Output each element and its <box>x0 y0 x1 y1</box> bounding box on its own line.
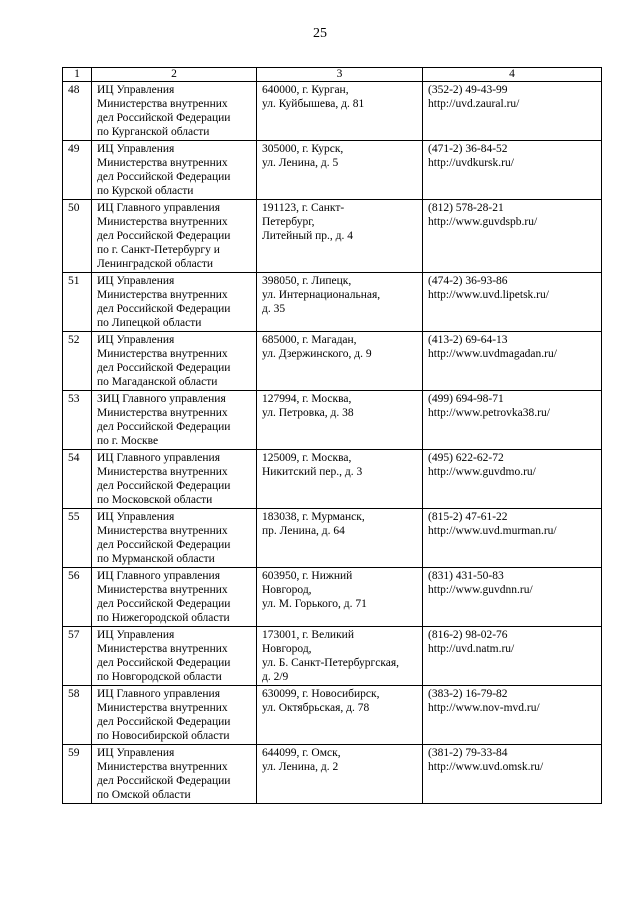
address: 173001, г. Великий Новгород, ул. Б. Санкт-Петербургская, д. 2/9 <box>257 627 423 686</box>
table-row <box>63 273 602 332</box>
address: 685000, г. Магадан, ул. Дзержинского, д. 9 <box>257 332 423 391</box>
contact-info: (815-2) 47-61-22 http://www.uvd.murman.ru/ <box>423 509 602 568</box>
row-number: 52 <box>63 332 92 391</box>
table-row <box>63 391 602 450</box>
organization-name: ИЦ Управления Министерства внутренних дел Российской Федерации по Курской области <box>92 141 257 200</box>
page-number: 25 <box>313 26 327 41</box>
contact-info: (816-2) 98-02-76 http://uvd.natm.ru/ <box>423 627 602 686</box>
table-row <box>63 200 602 273</box>
table-row <box>63 509 602 568</box>
contact-info: (352-2) 49-43-99 http://uvd.zaural.ru/ <box>423 82 602 141</box>
organization-name: ИЦ Главного управления Министерства внутренних дел Российской Федерации по Московской области <box>92 450 257 509</box>
row-number: 51 <box>63 273 92 332</box>
address: 191123, г. Санкт- Петербург, Литейный пр., д. 4 <box>257 200 423 273</box>
contact-info: (381-2) 79-33-84 http://www.uvd.omsk.ru/ <box>423 745 602 804</box>
address: 305000, г. Курск, ул. Ленина, д. 5 <box>257 141 423 200</box>
organization-name: ИЦ Управления Министерства внутренних дел Российской Федерации по Мурманской области <box>92 509 257 568</box>
header-row <box>63 68 602 82</box>
organization-name: ЗИЦ Главного управления Министерства внутренних дел Российской Федерации по г. Москве <box>92 391 257 450</box>
contact-info: (474-2) 36-93-86 http://www.uvd.lipetsk.ru/ <box>423 273 602 332</box>
address: 603950, г. Нижний Новгород, ул. М. Горького, д. 71 <box>257 568 423 627</box>
column-header: 3 <box>257 68 423 82</box>
contact-info: (812) 578-28-21 http://www.guvdspb.ru/ <box>423 200 602 273</box>
table-row <box>63 82 602 141</box>
table-row <box>63 450 602 509</box>
organization-name: ИЦ Главного управления Министерства внутренних дел Российской Федерации по Нижегородской области <box>92 568 257 627</box>
registry-table <box>62 67 602 804</box>
column-header: 1 <box>63 68 92 82</box>
column-header: 2 <box>92 68 257 82</box>
table-row <box>63 627 602 686</box>
address: 630099, г. Новосибирск, ул. Октябрьская, д. 78 <box>257 686 423 745</box>
address: 127994, г. Москва, ул. Петровка, д. 38 <box>257 391 423 450</box>
row-number: 54 <box>63 450 92 509</box>
table-row <box>63 568 602 627</box>
row-number: 55 <box>63 509 92 568</box>
organization-name: ИЦ Управления Министерства внутренних дел Российской Федерации по Магаданской области <box>92 332 257 391</box>
address: 125009, г. Москва, Никитский пер., д. 3 <box>257 450 423 509</box>
row-number: 48 <box>63 82 92 141</box>
address: 398050, г. Липецк, ул. Интернациональная, д. 35 <box>257 273 423 332</box>
row-number: 58 <box>63 686 92 745</box>
contact-info: (413-2) 69-64-13 http://www.uvdmagadan.ru/ <box>423 332 602 391</box>
organization-name: ИЦ Главного управления Министерства внутренних дел Российской Федерации по Новосибирской области <box>92 686 257 745</box>
address: 183038, г. Мурманск, пр. Ленина, д. 64 <box>257 509 423 568</box>
table-row <box>63 141 602 200</box>
organization-name: ИЦ Управления Министерства внутренних дел Российской Федерации по Липецкой области <box>92 273 257 332</box>
address: 640000, г. Курган, ул. Куйбышева, д. 81 <box>257 82 423 141</box>
row-number: 57 <box>63 627 92 686</box>
table-row <box>63 745 602 804</box>
row-number: 56 <box>63 568 92 627</box>
row-number: 50 <box>63 200 92 273</box>
row-number: 49 <box>63 141 92 200</box>
contact-info: (831) 431-50-83 http://www.guvdnn.ru/ <box>423 568 602 627</box>
contact-info: (499) 694-98-71 http://www.petrovka38.ru/ <box>423 391 602 450</box>
organization-name: ИЦ Управления Министерства внутренних дел Российской Федерации по Омской области <box>92 745 257 804</box>
organization-name: ИЦ Управления Министерства внутренних дел Российской Федерации по Курганской области <box>92 82 257 141</box>
row-number: 59 <box>63 745 92 804</box>
table-row <box>63 332 602 391</box>
address: 644099, г. Омск, ул. Ленина, д. 2 <box>257 745 423 804</box>
contact-info: (471-2) 36-84-52 http://uvdkursk.ru/ <box>423 141 602 200</box>
organization-name: ИЦ Главного управления Министерства внутренних дел Российской Федерации по г. Санкт-Петербургу и Ленинградской области <box>92 200 257 273</box>
column-header: 4 <box>423 68 602 82</box>
row-number: 53 <box>63 391 92 450</box>
contact-info: (495) 622-62-72 http://www.guvdmo.ru/ <box>423 450 602 509</box>
contact-info: (383-2) 16-79-82 http://www.nov-mvd.ru/ <box>423 686 602 745</box>
table-row <box>63 686 602 745</box>
organization-name: ИЦ Управления Министерства внутренних дел Российской Федерации по Новгородской области <box>92 627 257 686</box>
